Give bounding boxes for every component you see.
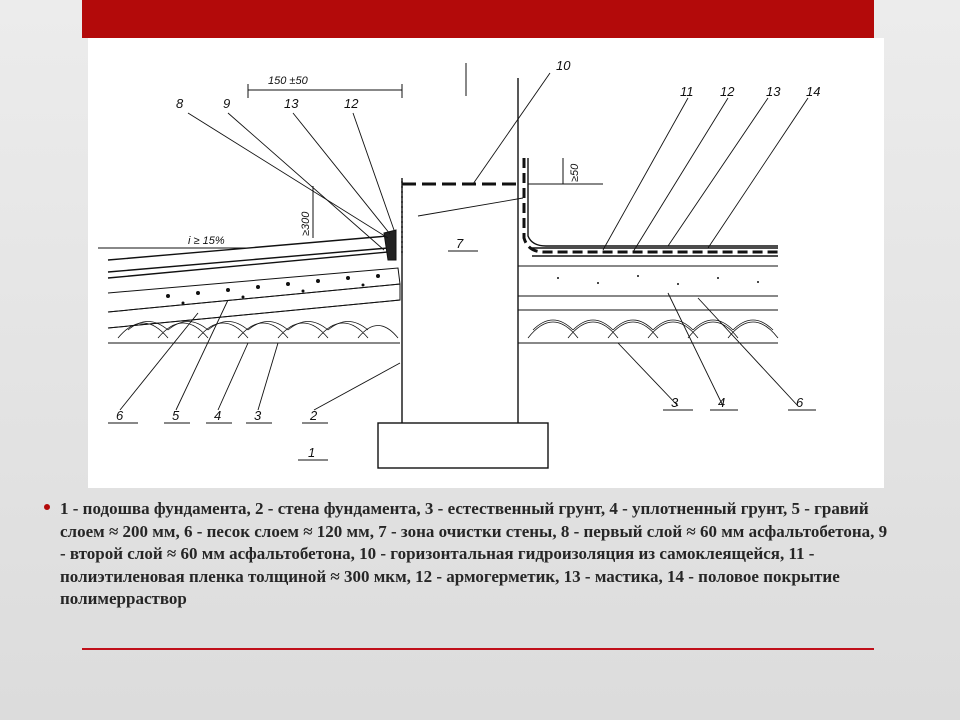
compacted-ground-right [518, 266, 778, 343]
label-4-right: 4 [718, 395, 726, 410]
label-9: 9 [223, 96, 231, 111]
label-11: 11 [680, 84, 694, 99]
label-3-left: 3 [254, 408, 262, 423]
label-10: 10 [556, 58, 571, 73]
label-1: 1 [308, 445, 316, 460]
header-bar [82, 0, 874, 38]
label-12-right: 12 [720, 84, 735, 99]
dimension-height-left: ≥300 [300, 211, 312, 236]
label-13-right: 13 [766, 84, 781, 99]
label-3-right: 3 [671, 395, 679, 410]
label-14: 14 [806, 84, 821, 99]
label-6-right: 6 [796, 395, 804, 410]
bottom-rule [82, 648, 874, 650]
label-8: 8 [176, 96, 184, 111]
caption-text: 1 - подошва фундамента, 2 - стена фундамента, 3 - естественный грунт, 4 - уплотненный грунт, 5 - гравий слоем ≈ 200 мм, 6 - песок слоем ≈ 120 мм, 7 - зона очистки стены, 8 - первый слой ≈ 60 мм асфальтобетона, 9 - второй слой ≈ 60 мм асфальтобетона, 10 - горизонтальная гидроизоляция из самоклеящейся, 11 - полиэтиленовая пленка толщиной ≈ 300 мкм, 12 - армогерметик, 13 - мастика, 14 - половое покрытие полимерраствор [60, 499, 888, 608]
label-5: 5 [172, 408, 180, 423]
asphalt-layer-2 [108, 248, 388, 272]
label-4-left: 4 [214, 408, 222, 423]
label-12-left: 12 [344, 96, 359, 111]
label-6-left: 6 [116, 408, 124, 423]
dimension-height-right: ≥50 [569, 163, 581, 182]
foundation-drawing [88, 38, 884, 488]
vertical-waterproofing [524, 158, 778, 252]
dimension-offset: 150 ±50 [268, 75, 308, 87]
label-13-left: 13 [284, 96, 299, 111]
bullet-icon [44, 504, 50, 510]
legend-caption [36, 498, 896, 611]
label-2: 2 [310, 408, 318, 423]
height-dimension-right [528, 158, 603, 184]
dimension-slope: i ≥ 15% [188, 235, 225, 247]
footing [378, 423, 548, 468]
label-7: 7 [456, 236, 464, 251]
